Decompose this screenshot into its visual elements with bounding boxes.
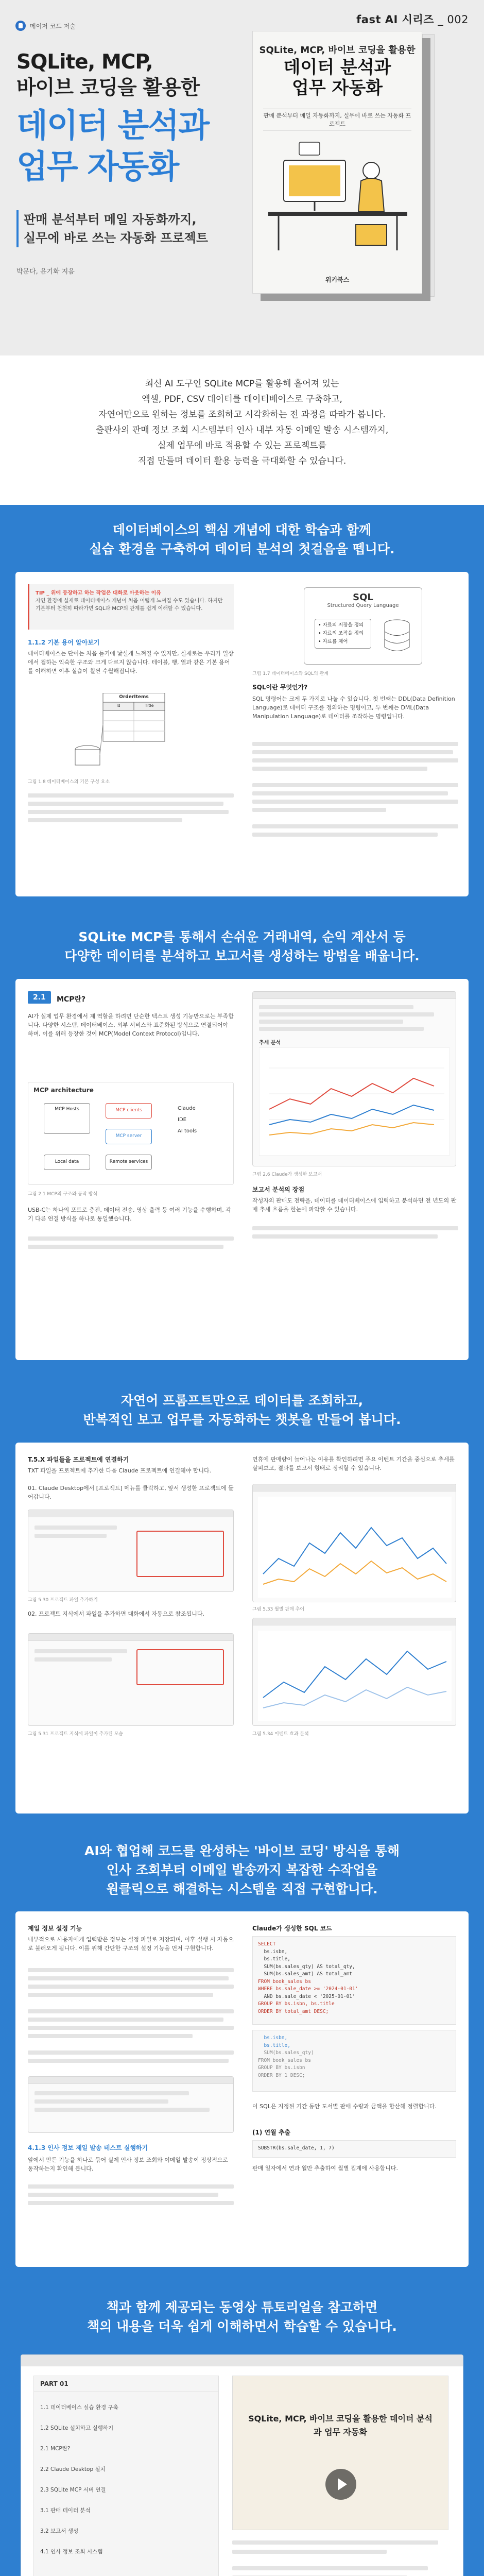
host-list xyxy=(178,1103,224,1137)
chat-bubble xyxy=(299,142,320,155)
playlist-item[interactable]: 2.2 Claude Desktop 설치 xyxy=(40,2466,106,2472)
project-screenshot xyxy=(28,1510,234,1592)
database-icon xyxy=(382,619,412,655)
book-publisher: 위키북스 xyxy=(325,276,350,283)
table-col-label: Id xyxy=(116,703,120,708)
local-data-label: Local data xyxy=(55,1159,79,1164)
text-placeholder xyxy=(28,2026,234,2030)
code-line: SUM(bs.sales_qty) AS total_qty, xyxy=(258,1963,355,1970)
code-line: GROUP BY bs.isbn, bs.title xyxy=(258,2001,335,2007)
section-5-heading-line-2: 책의 내용을 더욱 쉽게 이해하면서 학습할 수 있습니다. xyxy=(87,2319,397,2334)
hero xyxy=(0,0,484,355)
figure-caption: 그림 2.1 MCP의 구조와 동작 방식 xyxy=(28,1192,98,1197)
intro-line-2: 엑셀, PDF, CSV 데이터를 데이터베이스로 구축하고, xyxy=(142,394,342,404)
mcp-clients-label: MCP clients xyxy=(115,1108,142,1113)
body-paragraph: 작성자의 판매도 전략을, 데이터를 데이터베이스에 입력하고 분석하면 전 년도의 판매 추세 흐름을 한눈에 파악할 수 있습니다. xyxy=(252,1197,457,1213)
code-line: bs.isbn, xyxy=(258,1948,288,1955)
hero-title-line-1: 데이터 분석과 xyxy=(16,107,209,144)
body-paragraph: 연휴에 판매량이 늘어나는 이유를 확인하려면 주요 이벤트 기간을 중심으로 추세를 살펴보고, 결과를 보고서 형태로 정리할 수 있습니다. xyxy=(252,1456,455,1471)
chart-title: 추세 분석 xyxy=(259,1040,281,1046)
body-paragraph: USB-C는 하나의 포트로 충전, 데이터 전송, 영상 출력 등 여러 기능을 수행하며, 각기 다른 연결 방식을 하나로 통일했습니다. xyxy=(28,1207,231,1222)
text-placeholder xyxy=(34,2091,189,2095)
window-bar xyxy=(253,1484,456,1492)
playlist-item[interactable]: 3.2 보고서 생성 xyxy=(40,2528,79,2534)
code-title: Claude가 생성한 SQL 코드 xyxy=(252,1925,332,1932)
text-placeholder xyxy=(28,2009,234,2013)
playlist-item[interactable]: 3.1 판매 데이터 분석 xyxy=(40,2507,91,2514)
code-inline xyxy=(252,2140,456,2158)
text-placeholder xyxy=(28,2050,234,2055)
text-placeholder xyxy=(28,802,223,806)
text-placeholder xyxy=(34,1649,127,1653)
body-paragraph: AI가 실제 업무 환경에서 제 역할을 하려면 단순한 텍스트 생성 기능만으로는 부족합니다. 다양한 시스템, 데이터베이스, 외부 서비스와 표준화된 방식으로 연결되어야 하며, 이를 위해 등장한 것이 MCP(Model Context Protocol)입니다. xyxy=(28,1013,234,1037)
series-number: _ 002 xyxy=(438,13,469,26)
hero-tagline-line-1: 판매 분석부터 메일 자동화까지, xyxy=(24,212,197,227)
series-prefix: fast AI 시리즈 xyxy=(356,13,435,26)
text-placeholder xyxy=(34,1534,107,1538)
playlist-header: PART 01 xyxy=(34,2376,218,2392)
text-placeholder xyxy=(34,1526,117,1530)
play-icon[interactable] xyxy=(325,2469,356,2500)
sql-items xyxy=(315,619,371,649)
hero-author: 박문다, 윤기화 지음 xyxy=(16,268,75,276)
playlist-items xyxy=(34,2392,218,2567)
code-line: ORDER BY total_amt DESC; xyxy=(258,2008,329,2014)
body-paragraph: TXT 파일을 프로젝트에 추가한 다음 Claude 프로젝트에 연결해야 합니다. xyxy=(28,1467,212,1474)
section-3 xyxy=(0,1376,484,1829)
intro-line-1: 최신 AI 도구인 SQLite MCP를 활용해 흩어져 있는 xyxy=(145,379,339,389)
intro-line-6: 직접 만들며 데이터 활용 능력을 극대화할 수 있습니다. xyxy=(137,456,347,466)
section-1-heading-line-2: 실습 환경을 구축하여 데이터 분석의 첫걸음을 뗍니다. xyxy=(89,541,395,556)
sql-box-title: SQL xyxy=(353,592,373,603)
text-placeholder xyxy=(252,1234,438,1239)
monthly-sales-chart xyxy=(258,1497,452,1598)
text-placeholder xyxy=(28,2201,234,2205)
mcp-diagram xyxy=(28,1082,234,1185)
playlist-item[interactable]: 1.2 SQLite 설치하고 실행하기 xyxy=(40,2425,114,2431)
remote-services-box xyxy=(106,1155,152,1170)
text-placeholder xyxy=(28,793,234,798)
step-text: 02. 프로젝트 지식에서 파일을 추가하면 대화에서 자동으로 참조됩니다. xyxy=(28,1611,204,1617)
person-head xyxy=(363,162,379,179)
section-5 xyxy=(0,2282,484,2576)
desk-top xyxy=(268,212,407,216)
text-placeholder xyxy=(28,1985,234,1989)
event-effect-chart xyxy=(258,1631,452,1721)
subsection-title: (1) 연월 추출 xyxy=(252,2129,291,2136)
text-placeholder xyxy=(252,800,458,804)
section-4-heading-line-3: 원클릭으로 해결하는 시스템을 직접 구현합니다. xyxy=(106,1882,378,1896)
window-bar xyxy=(28,1634,233,1641)
section-1-heading-line-1: 데이터베이스의 핵심 개념에 대한 학습과 함께 xyxy=(112,522,372,537)
text-placeholder xyxy=(28,2184,234,2189)
host-item: AI tools xyxy=(178,1128,197,1134)
text-placeholder xyxy=(28,1236,234,1241)
playlist-item[interactable]: 1.1 데이터베이스 실습 환경 구축 xyxy=(40,2404,118,2411)
window-bar xyxy=(253,1618,456,1625)
remote-services-label: Remote services xyxy=(109,1159,148,1164)
section-4-panel xyxy=(15,1911,469,2267)
mcp-clients-box xyxy=(106,1103,152,1118)
text-placeholder xyxy=(28,2018,223,2022)
code-line: bs.title, xyxy=(258,1956,290,1962)
text-placeholder xyxy=(28,1968,234,1972)
hero-title-line-2: 업무 자동화 xyxy=(16,148,179,185)
subsection-title: 보고서 분석의 장점 xyxy=(252,1186,305,1193)
hero-subtitle xyxy=(16,49,199,101)
text-placeholder xyxy=(252,808,386,812)
question-title: SQL이란 무엇인가? xyxy=(252,684,308,691)
text-placeholder xyxy=(252,767,427,771)
section-number: 2.1 xyxy=(33,993,46,1002)
badge-icon xyxy=(15,21,26,31)
book-spine xyxy=(422,34,435,297)
figure-caption: 그림 5.31 프로젝트 지식에 파일이 추가된 모습 xyxy=(28,1732,124,1737)
text-placeholder xyxy=(259,1020,403,1024)
text-placeholder xyxy=(34,2108,210,2112)
section-2 xyxy=(0,912,484,1376)
video-player[interactable] xyxy=(232,2376,448,2530)
text-placeholder xyxy=(34,2099,168,2104)
text-placeholder xyxy=(28,2193,218,2197)
host-item: Claude xyxy=(178,1106,196,1111)
text-placeholder xyxy=(252,833,438,837)
section-title: MCP란? xyxy=(57,995,86,1004)
text-placeholder xyxy=(252,742,458,746)
code-line: WHERE bs.sale_date >= '2024-01-01' xyxy=(258,1986,358,1992)
text-placeholder xyxy=(28,2059,229,2063)
badge-text: 메이저 코드 저술 xyxy=(30,22,76,30)
section-5-heading xyxy=(21,2298,463,2336)
text-placeholder xyxy=(232,2540,438,2545)
code-line: FROM book_sales bs xyxy=(258,1978,311,1985)
video-title: SQLite, MCP, 바이브 코딩을 활용한 데이터 분석과 업무 자동화 xyxy=(248,2414,433,2437)
section-2-heading-line-2: 다양한 데이터를 분석하고 보고서를 생성하는 방법을 배웁니다. xyxy=(64,948,420,963)
body-paragraph: 앞에서 만든 기능을 하나로 묶어 실제 인사 정보 조회와 이메일 발송이 정상적으로 동작하는지 확인해 봅니다. xyxy=(28,2157,229,2172)
intro-line-3: 자연어만으로 원하는 정보를 조회하고 시각화하는 전 과정을 따라가 봅니다. xyxy=(98,410,386,420)
sql-box xyxy=(304,587,422,665)
hero-title xyxy=(16,105,209,188)
playlist-item[interactable]: 4.1 인사 정보 조회 시스템 xyxy=(40,2549,103,2555)
settings-screenshot xyxy=(28,2076,234,2133)
body-paragraph: 내부적으로 사용자에게 입력받은 정보는 설정 파일로 저장되며, 이후 실행 시 자동으로 불러오게 됩니다. 이를 위해 간단한 구조의 설정 기능을 먼저 구현합니다. xyxy=(28,1936,234,1952)
text-placeholder xyxy=(232,2566,428,2570)
mcp-hosts-label: MCP Hosts xyxy=(55,1107,79,1112)
book-title-line-2: 업무 자동화 xyxy=(291,78,383,98)
series-label xyxy=(356,11,469,27)
tip-box xyxy=(28,584,234,630)
hero-subtitle-line-1: SQLite, MCP, xyxy=(16,50,153,74)
book-illustration xyxy=(268,140,407,253)
text-placeholder xyxy=(28,1245,223,1249)
intro xyxy=(0,355,484,505)
section-1-panel xyxy=(15,572,469,896)
figure-caption: 그림 1.8 데이터베이스의 기본 구성 요소 xyxy=(28,779,110,785)
figure-caption: 그림 5.30 프로젝트 파일 추가하기 xyxy=(28,1598,98,1603)
section-3-panel xyxy=(15,1443,469,1814)
text-placeholder xyxy=(252,791,448,795)
playlist-item[interactable]: 2.3 SQLite MCP 서버 연결 xyxy=(40,2487,106,2493)
figure-caption: 그림 1.7 데이터베이스와 SQL의 관계 xyxy=(252,671,329,676)
window-bar xyxy=(28,1510,233,1517)
text-placeholder xyxy=(28,810,229,814)
text-placeholder xyxy=(28,818,182,822)
chair-shape xyxy=(356,225,387,245)
highlight-box xyxy=(136,1649,224,1685)
book-title-line-1: 데이터 분석과 xyxy=(283,57,391,78)
figure-caption: 그림 2.6 Claude가 생성한 보고서 xyxy=(252,1172,322,1177)
table-col-label: Title xyxy=(145,703,154,708)
connector-line xyxy=(100,724,103,755)
section-3-heading-line-1: 자연어 프롬프트만으로 데이터를 조회하고, xyxy=(120,1393,364,1408)
section-5-heading-line-1: 책과 함께 제공되는 동영상 튜토리얼을 참고하면 xyxy=(106,2300,378,2315)
monitor-screen xyxy=(289,165,340,196)
body-paragraph: SQL 명령어는 크게 두 가지로 나눌 수 있습니다. 첫 번째는 DDL(Data Definition Language)로 데이터 구조를 정의하는 명령이고, 두 번째는 DML(Data Manipulation Language)로 데이터를 조작하는 명령입니다. xyxy=(252,696,455,720)
report-screenshot xyxy=(252,991,456,1166)
code-block: bs.isbn, bs.title, SUM(bs.sales_qty) FROM book_sales bs GROUP BY bs.isbn ORDER BY 1 DESC; xyxy=(252,2030,456,2092)
figure-caption: 그림 5.34 이벤트 효과 분석 xyxy=(252,1732,309,1737)
text-placeholder xyxy=(259,1012,434,1016)
section-number-tag xyxy=(28,991,51,1004)
text-placeholder xyxy=(28,1976,229,1980)
step-text: 01. Claude Desktop에서 [프로젝트] 메뉴를 클릭하고, 앞서 생성한 프로젝트에 들어갑니다. xyxy=(28,1485,234,1500)
subsection-title: 1.1.2 기본 용어 알아보기 xyxy=(28,639,100,646)
book-title xyxy=(253,57,422,98)
section-3-heading xyxy=(21,1391,463,1429)
text-placeholder xyxy=(252,750,453,754)
mcp-hosts-box xyxy=(44,1103,90,1134)
trend-chart xyxy=(259,1047,450,1156)
highlight-box xyxy=(136,1531,224,1577)
playlist-panel xyxy=(33,2376,219,2576)
hero-subtitle-line-2: 바이브 코딩을 활용한 xyxy=(16,76,200,99)
database-icon-body xyxy=(75,750,100,765)
sql-box-subtitle: Structured Query Language xyxy=(327,603,399,608)
section-2-heading xyxy=(21,927,463,965)
table-header-label: OrderItems xyxy=(119,694,149,700)
intro-line-4: 출판사의 판매 정보 조회 시스템부터 인사 내부 자동 이메일 발송 시스템까지, xyxy=(95,425,389,435)
intro-line-5: 실제 업무에 바로 적용할 수 있는 프로젝트를 xyxy=(157,440,327,451)
hero-tagline-line-2: 실무에 바로 쓰는 자동화 프로젝트 xyxy=(24,231,208,245)
browser-bar xyxy=(21,2355,463,2366)
text-placeholder xyxy=(232,2550,387,2554)
diagram-title: MCP architecture xyxy=(33,1087,94,1094)
text-placeholder xyxy=(259,1027,424,1031)
body-paragraph: 판매 일자에서 연과 월만 추출하여 월별 집계에 사용합니다. xyxy=(252,2165,398,2172)
author-badge xyxy=(15,21,76,31)
section-4 xyxy=(0,1829,484,2282)
sql-item: • 자료의 저장을 정의 xyxy=(318,622,364,628)
sql-item: • 자료를 제어 xyxy=(318,639,348,645)
project-knowledge-screenshot xyxy=(28,1633,234,1726)
section-4-heading xyxy=(21,1841,463,1899)
code-line: SUBSTR(bs.sale_date, 1, 7) xyxy=(258,2145,335,2151)
event-chart-screenshot xyxy=(252,1618,456,1726)
mcp-server-label: MCP server xyxy=(115,1133,142,1139)
host-item: IDE xyxy=(178,1117,186,1123)
text-placeholder xyxy=(259,1005,413,1009)
body-paragraph: 이 SQL은 지정된 기간 동안 도서별 판매 수량과 금액을 합산해 정렬합니다. xyxy=(252,2103,437,2110)
local-data-box xyxy=(44,1155,90,1170)
window-bar xyxy=(28,2077,233,2084)
window-bar xyxy=(253,992,456,999)
code-line: SUM(bs.sales_amt) AS total_amt xyxy=(258,1971,353,1977)
tip-title: TIP _ 위에 등장하고 하는 작업은 대화로 아웃하는 이유 xyxy=(36,590,161,596)
code-line: SELECT xyxy=(258,1941,276,1947)
tip-body: 자연 환경에 실제로 데이터베이스 개념이 처음 어렵게 느껴질 수도 있습니다. 하지만 기본부터 천천히 따라가면 SQL과 MCP의 관계를 쉽게 이해할 수 있습니다. xyxy=(36,598,223,612)
text-placeholder xyxy=(28,2034,193,2038)
text-placeholder xyxy=(252,783,458,787)
code-line: AND bs.sale_date < '2025-01-01' xyxy=(258,1993,355,1999)
book-title-small: SQLite, MCP, 바이브 코딩을 활용한 xyxy=(259,45,416,56)
section-2-heading-line-1: SQLite MCP를 통해서 손쉬운 거래내역, 순익 계산서 등 xyxy=(78,929,406,944)
monthly-chart-screenshot xyxy=(252,1484,456,1602)
section-4-heading-line-1: AI와 협업해 코드를 완성하는 '바이브 코딩' 방식을 통해 xyxy=(84,1843,400,1858)
sql-code-block xyxy=(252,1936,456,2025)
section-4-heading-line-2: 인사 조회부터 이메일 발송까지 복잡한 수작업을 xyxy=(106,1862,378,1877)
subsection-title: 4.1.3 인사 정보 제일 발송 테스트 실행하기 xyxy=(28,2144,148,2151)
sql-item: • 자료의 조작을 정의 xyxy=(318,631,364,636)
section-3-heading-line-2: 반복적인 보고 업무를 자동화하는 챗봇을 만들어 봅니다. xyxy=(83,1412,401,1427)
book-cover xyxy=(252,31,422,294)
subsection-title: T.5.X 파일들을 프로젝트에 연결하기 xyxy=(28,1456,129,1463)
hero-tagline xyxy=(16,210,208,247)
playlist-item[interactable]: 2.1 MCP란? xyxy=(40,2446,71,2452)
figure-caption: 그림 5.33 월별 판매 추이 xyxy=(252,1607,305,1612)
text-placeholder xyxy=(252,758,458,762)
subsection-title: 제일 정보 설정 기능 xyxy=(28,1925,82,1932)
video-browser-window xyxy=(21,2354,463,2576)
text-placeholder xyxy=(34,1657,112,1662)
section-2-panel xyxy=(15,979,469,1360)
section-1-heading xyxy=(21,520,463,558)
mcp-server-box xyxy=(106,1129,152,1144)
text-placeholder xyxy=(28,1993,213,1997)
text-placeholder xyxy=(252,1226,458,1230)
book-description: 판매 분석부터 메일 자동화까지, 실무에 바로 쓰는 자동화 프로젝트 xyxy=(263,109,411,130)
text-placeholder xyxy=(252,824,458,828)
section-1 xyxy=(0,505,484,912)
body-paragraph: 데이터베이스는 단어는 처음 듣기에 낯설게 느껴질 수 있지만, 실제로는 우리가 일상에서 접하는 익숙한 구조와 크게 다르지 않습니다. 테이블, 행, 열과 같은 기본 용어를 이해하면 이후 실습이 훨씬 수월해집니다. xyxy=(28,650,234,674)
person-body xyxy=(358,178,384,212)
